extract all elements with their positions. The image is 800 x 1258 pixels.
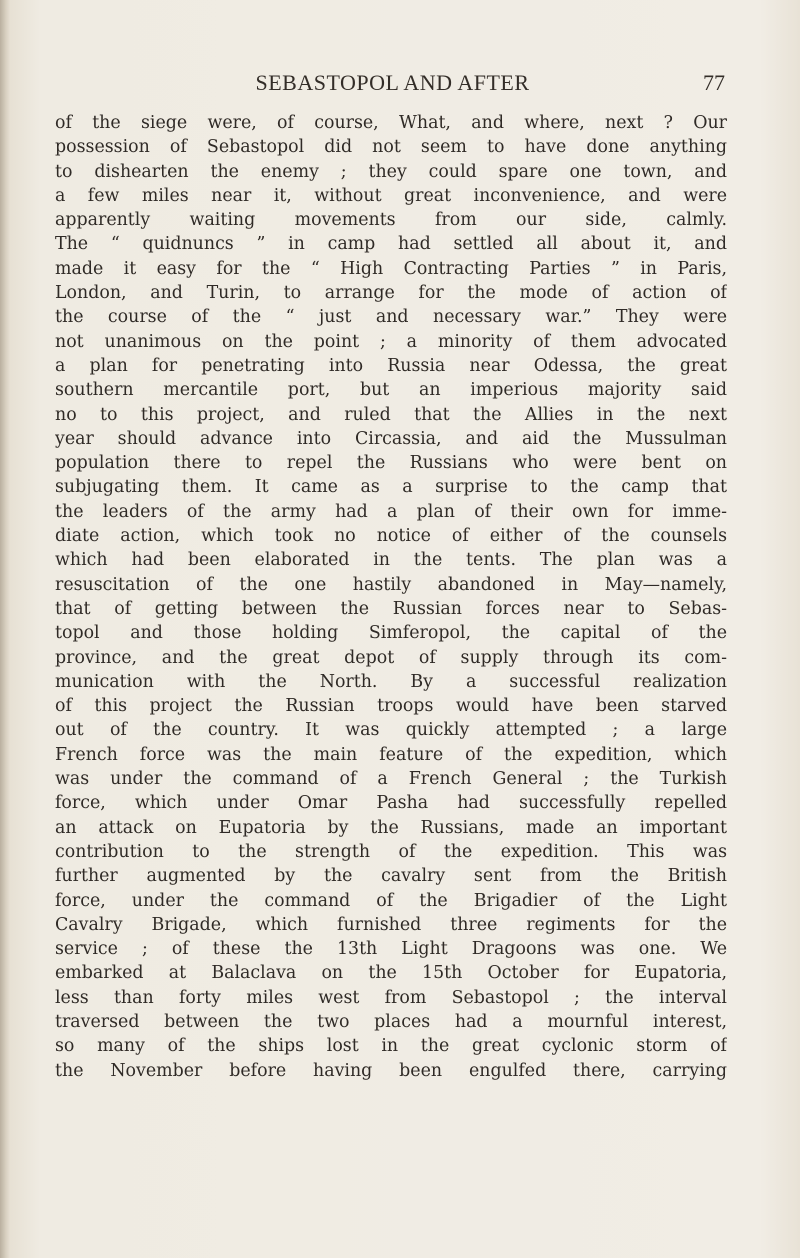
text-line: the leaders of the army had a plan of their own for imme- [55,501,727,522]
running-title: SEBASTOPOL AND AFTER [255,70,530,95]
text-line: of this project the Russian troops would have been starved [55,696,727,717]
text-line: made it easy for the “ High Contracting Parties ” in Paris, [55,258,727,279]
text-line: to dishearten the enemy ; they could spare one town, and [55,161,727,182]
text-line: French force was the main feature of the expedition, which [55,744,727,765]
text-line: province, and the great depot of supply through its com- [55,647,727,668]
text-line: a few miles near it, without great inconvenience, and were [55,185,727,206]
text-line: subjugating them. It came as a surprise to the camp that [55,477,727,498]
text-line: embarked at Balaclava on the 15th October for Eupatoria, [55,963,727,984]
text-line: which had been elaborated in the tents. The plan was a [55,550,727,571]
text-line: contribution to the strength of the expedition. This was [55,841,727,862]
page-spine-shadow [0,0,10,1258]
text-line: force, under the command of the Brigadier of the Light [55,890,727,911]
text-line: a plan for penetrating into Russia near Odessa, the great [55,355,727,376]
text-line: not unanimous on the point ; a minority of them advocated [55,331,727,352]
text-line: population there to repel the Russians who were bent on [55,453,727,474]
text-line: force, which under Omar Pasha had successfully repelled [55,793,727,814]
text-line: year should advance into Circassia, and aid the Mussulman [55,428,727,449]
text-line: diate action, which took no notice of either of the counsels [55,526,727,547]
text-line: The “ quidnuncs ” in camp had settled all about it, and [55,234,727,255]
text-line: out of the country. It was quickly attempted ; a large [55,720,727,741]
text-line: Cavalry Brigade, which furnished three regiments for the [55,914,727,935]
text-line: resuscitation of the one hastily abandoned in May—namely, [55,574,727,595]
text-line: London, and Turin, to arrange for the mode of action of [55,283,727,304]
text-line: was under the command of a French General ; the Turkish [55,769,727,790]
text-line: the course of the “ just and necessary war.” They were [55,307,727,328]
text-line: possession of Sebastopol did not seem to have done anything [55,137,727,158]
text-line: an attack on Eupatoria by the Russians, made an important [55,817,727,838]
text-line: that of getting between the Russian forces near to Sebas- [55,598,727,619]
page-header [60,70,725,104]
text-line: munication with the North. By a successful realization [55,671,727,692]
text-line: topol and those holding Simferopol, the capital of the [55,623,727,644]
text-line: traversed between the two places had a mournful interest, [55,1011,727,1032]
text-line: further augmented by the cavalry sent from the British [55,866,727,887]
text-line: apparently waiting movements from our side, calmly. [55,210,727,231]
text-line: the November before having been engulfed there, carrying [55,1060,727,1081]
text-line: less than forty miles west from Sebastopol ; the interval [55,987,727,1008]
text-line: service ; of these the 13th Light Dragoons was one. We [55,939,727,960]
page-number: 77 [703,70,725,95]
text-line: of the siege were, of course, What, and where, next ? Our [55,113,727,133]
body-text [55,111,727,1221]
text-line: so many of the ships lost in the great cyclonic storm of [55,1036,727,1057]
text-line: southern mercantile port, but an imperious majority said [55,380,727,401]
text-line: no to this project, and ruled that the Allies in the next [55,404,727,425]
